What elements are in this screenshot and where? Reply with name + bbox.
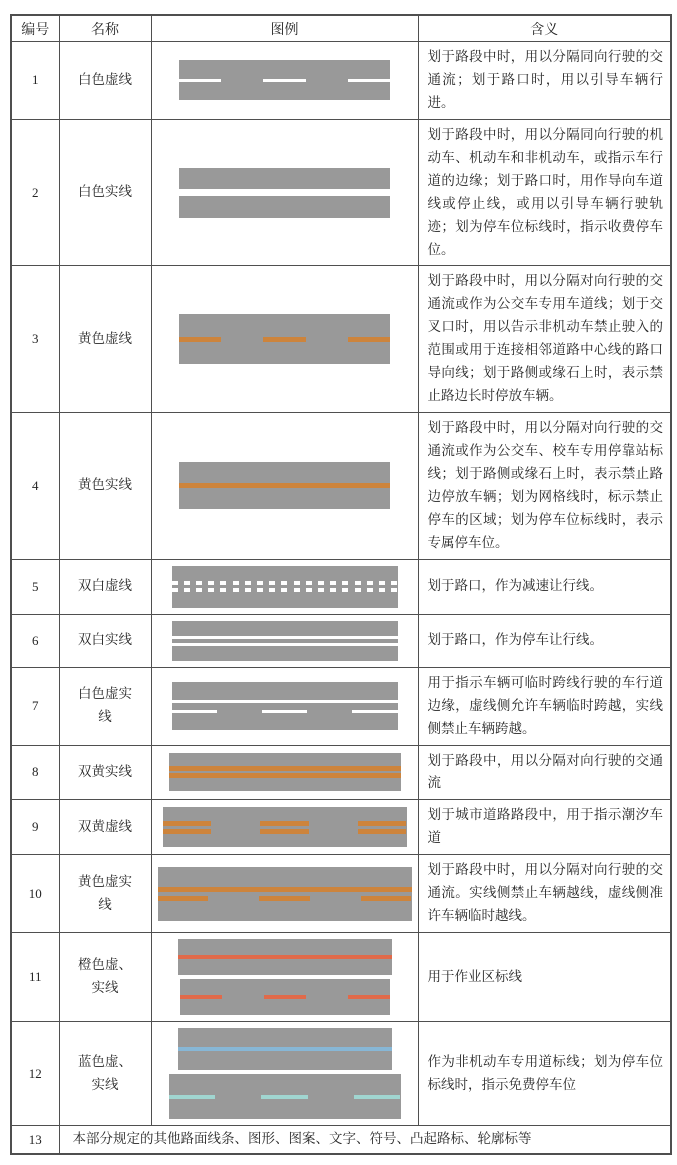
marking-meaning: 划于路段中时，用以分隔对向行驶的交通流。实线侧禁止车辆越线，虚线侧准许车辆临时越线。 — [418, 855, 671, 933]
marking-name: 白色虚线 — [59, 42, 151, 120]
marking-table-body — [11, 42, 671, 1155]
row-number: 1 — [11, 42, 59, 120]
table-row — [11, 614, 671, 667]
row-number: 13 — [11, 1126, 59, 1154]
dash — [391, 581, 397, 585]
road-sample — [180, 979, 390, 1015]
row-number: 5 — [11, 559, 59, 614]
marking-name: 双黄实线 — [59, 745, 151, 800]
dash — [342, 588, 348, 592]
marking-meaning: 用于指示车辆可临时跨线行驶的车行道边缘，虚线侧允许车辆临时跨越，实线侧禁止车辆跨越。 — [418, 667, 671, 745]
road-sample — [178, 1028, 392, 1070]
dash — [352, 710, 397, 713]
table-row — [11, 933, 671, 1022]
row-number: 7 — [11, 667, 59, 745]
marking-legend — [151, 614, 418, 667]
dash — [257, 581, 263, 585]
dash — [263, 79, 305, 82]
dash — [184, 581, 190, 585]
marking-name: 黄色实线 — [59, 413, 151, 560]
marking-meaning: 划于路口，作为减速让行线。 — [418, 559, 671, 614]
table-row — [11, 42, 671, 120]
dash — [260, 829, 309, 834]
dash — [281, 588, 287, 592]
table-row — [11, 667, 671, 745]
dashed-marking-line — [172, 581, 398, 585]
marking-name: 黄色虚实线 — [59, 855, 151, 933]
road-sample — [179, 168, 390, 218]
dash — [391, 588, 397, 592]
road-sample — [179, 60, 390, 100]
dash — [172, 710, 217, 713]
dash — [179, 79, 221, 82]
road-sample — [163, 807, 407, 847]
row-number: 9 — [11, 800, 59, 855]
table-row — [11, 119, 671, 266]
marking-legend — [151, 559, 418, 614]
solid-marking-line — [158, 887, 412, 892]
dash — [318, 581, 324, 585]
solid-marking-line — [172, 643, 398, 646]
dash — [330, 581, 336, 585]
table-row — [11, 1022, 671, 1126]
dash — [294, 588, 300, 592]
row-number: 8 — [11, 745, 59, 800]
dash — [348, 995, 390, 999]
dash — [355, 581, 361, 585]
dash — [257, 588, 263, 592]
road-sample — [179, 462, 390, 509]
row-number: 11 — [11, 933, 59, 1022]
table-header — [11, 15, 671, 42]
dashed-marking-line — [163, 821, 407, 826]
dash — [245, 588, 251, 592]
table-row — [11, 413, 671, 560]
dash — [306, 588, 312, 592]
road-marking-table — [10, 14, 672, 1155]
dashed-marking-line — [179, 79, 390, 82]
dash — [367, 588, 373, 592]
header-row — [11, 15, 671, 42]
dash — [342, 581, 348, 585]
marking-legend — [151, 933, 418, 1022]
header-meaning: 含义 — [418, 15, 671, 42]
dash — [233, 581, 239, 585]
dash — [233, 588, 239, 592]
marking-legend — [151, 42, 418, 120]
dash — [158, 896, 209, 901]
table-row — [11, 559, 671, 614]
dash — [172, 581, 178, 585]
dash — [196, 581, 202, 585]
dash — [245, 581, 251, 585]
road-sample — [179, 314, 390, 364]
marking-name: 双黄虚线 — [59, 800, 151, 855]
marking-meaning: 划于城市道路路段中，用于指示潮汐车道 — [418, 800, 671, 855]
road-sample — [172, 621, 398, 661]
dash — [318, 588, 324, 592]
marking-meaning: 划于路段中时，用以分隔同向行驶的交通流；划于路口时，用以引导车辆行进。 — [418, 42, 671, 120]
dash — [269, 588, 275, 592]
dash — [220, 588, 226, 592]
solid-marking-line — [179, 189, 390, 196]
marking-name: 白色虚实线 — [59, 667, 151, 745]
dash — [169, 1095, 215, 1099]
marking-meaning: 划于路段中时，用以分隔对向行驶的交通流或作为公交车专用车道线；划于交叉口时，用以告示非机动车禁止驶入的范围或用于连接相邻道路中心线的路口导向线；划于路侧或缘石上时，表示禁止路边长时停放车辆。 — [418, 266, 671, 413]
marking-legend — [151, 1022, 418, 1126]
solid-marking-line — [179, 483, 390, 488]
dashed-marking-line — [172, 588, 398, 592]
row-span-text: 本部分规定的其他路面线条、图形、图案、文字、符号、凸起路标、轮廓标等 — [59, 1126, 671, 1154]
solid-marking-line — [178, 1047, 392, 1051]
dash — [179, 337, 221, 342]
road-sample — [172, 682, 398, 730]
header-name: 名称 — [59, 15, 151, 42]
header-legend: 图例 — [151, 15, 418, 42]
dash — [358, 821, 407, 826]
dashed-marking-line — [163, 829, 407, 834]
marking-legend — [151, 413, 418, 560]
solid-marking-line — [172, 636, 398, 639]
dash — [361, 896, 412, 901]
dash — [355, 588, 361, 592]
dash — [263, 337, 305, 342]
road-sample — [158, 867, 412, 921]
dashed-marking-line — [179, 337, 390, 342]
road-sample — [178, 939, 392, 975]
marking-name: 双白虚线 — [59, 559, 151, 614]
marking-legend — [151, 855, 418, 933]
dash — [379, 581, 385, 585]
marking-name: 橙色虚、实线 — [59, 933, 151, 1022]
marking-legend — [151, 667, 418, 745]
dash — [348, 337, 390, 342]
dash — [260, 821, 309, 826]
row-number: 4 — [11, 413, 59, 560]
dash — [354, 1095, 400, 1099]
table-row — [11, 855, 671, 933]
dash — [348, 79, 390, 82]
dashed-marking-line — [169, 1095, 401, 1099]
dash — [261, 1095, 307, 1099]
dash — [358, 829, 407, 834]
road-sample — [169, 1074, 401, 1119]
row-number: 2 — [11, 119, 59, 266]
marking-name: 双白实线 — [59, 614, 151, 667]
table-row — [11, 1126, 671, 1154]
dash — [281, 581, 287, 585]
dash — [163, 829, 212, 834]
dash — [180, 995, 222, 999]
marking-meaning: 划于路口，作为停车让行线。 — [418, 614, 671, 667]
marking-legend — [151, 800, 418, 855]
dash — [196, 588, 202, 592]
dash — [262, 710, 307, 713]
row-number: 10 — [11, 855, 59, 933]
dash — [259, 896, 310, 901]
marking-meaning: 划于路段中时，用以分隔同向行驶的机动车、机动车和非机动车，或指示车行道的边缘；划于路口时，用作导向车道线或停止线，或用以引导车辆行驶轨迹；划为停车位标线时，指示收费停车位。 — [418, 119, 671, 266]
dash — [208, 588, 214, 592]
marking-legend — [151, 119, 418, 266]
marking-meaning: 划于路段中时，用以分隔对向行驶的交通流或作为公交车、校车专用停靠站标线；划于路侧或缘石上时，表示禁止路边停放车辆；划为网格线时，标示禁止停车的区域；划为停车位标线时，表示专属停车位。 — [418, 413, 671, 560]
solid-marking-line — [169, 773, 401, 778]
dash — [172, 588, 178, 592]
solid-marking-line — [178, 955, 392, 959]
dash — [163, 821, 212, 826]
solid-marking-line — [169, 766, 401, 771]
dash — [379, 588, 385, 592]
table-row — [11, 745, 671, 800]
header-number: 编号 — [11, 15, 59, 42]
dash — [330, 588, 336, 592]
dashed-marking-line — [180, 995, 390, 999]
road-sample — [172, 566, 398, 608]
row-number: 12 — [11, 1022, 59, 1126]
table-row — [11, 266, 671, 413]
marking-meaning: 划于路段中，用以分隔对向行驶的交通流 — [418, 745, 671, 800]
dash — [264, 995, 306, 999]
marking-meaning: 作为非机动车专用道标线；划为停车位标线时，指示免费停车位 — [418, 1022, 671, 1126]
dash — [220, 581, 226, 585]
dash — [306, 581, 312, 585]
row-number: 3 — [11, 266, 59, 413]
dashed-marking-line — [158, 896, 412, 901]
marking-legend — [151, 745, 418, 800]
dashed-marking-line — [172, 710, 398, 713]
dash — [208, 581, 214, 585]
solid-marking-line — [172, 700, 398, 703]
marking-name: 蓝色虚、实线 — [59, 1022, 151, 1126]
dash — [367, 581, 373, 585]
dash — [269, 581, 275, 585]
table-row — [11, 800, 671, 855]
road-sample — [169, 753, 401, 791]
marking-legend — [151, 266, 418, 413]
dash — [294, 581, 300, 585]
marking-meaning: 用于作业区标线 — [418, 933, 671, 1022]
marking-name: 黄色虚线 — [59, 266, 151, 413]
marking-name: 白色实线 — [59, 119, 151, 266]
row-number: 6 — [11, 614, 59, 667]
dash — [184, 588, 190, 592]
